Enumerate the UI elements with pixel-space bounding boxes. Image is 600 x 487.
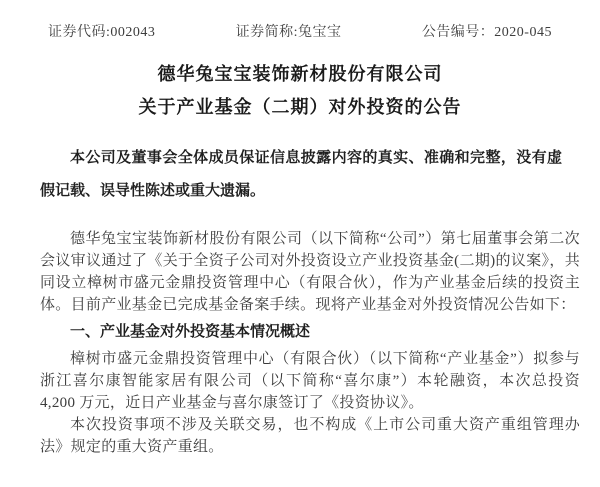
document-header (48, 25, 552, 41)
announcement-title: 关于产业基金（二期）对外投资的公告 (138, 97, 462, 117)
paragraph-related-transaction-note: 本次投资事项不涉及关联交易，也不构成《上市公司重大资产重组管理办法》规定的重大资产重组。 (40, 417, 580, 455)
board-disclaimer: 本公司及董事会全体成员保证信息披露内容的真实、准确和完整，没有虚假记载、误导性陈述或重大遗漏。 (40, 149, 562, 199)
paragraph-investment-overview: 樟树市盛元金鼎投资管理中心（有限合伙）（以下简称“产业基金”）拟参与浙江喜尔康智能家居有限公司（以下简称“喜尔康”）本轮融资，本次总投资 4,200 万元，近日产业基金与喜尔康签订了《投资协议》。 (40, 351, 580, 411)
stock-code: 证券代码:002043 (48, 25, 156, 40)
stock-name: 证券简称:兔宝宝 (235, 25, 342, 40)
announcement-number: 公告编号：2020-045 (421, 25, 552, 40)
company-name-title: 德华兔宝宝装饰新材股份有限公司 (157, 64, 443, 84)
announcement-page (0, 25, 600, 487)
paragraph-intro: 德华兔宝宝装饰新材股份有限公司（以下简称“公司”）第七届董事会第二次会议审议通过了《关于全资子公司对外投资设立产业投资基金(二期)的议案》，共同设立樟树市盛元金鼎投资管理中心（有限合伙），作为产业基金后续的投资主体。目前产业基金已完成基金备案手续。现将产业基金对外投资情况公告如下： (40, 231, 580, 313)
section-heading-1: 一、产业基金对外投资基本情况概述 (70, 324, 311, 340)
